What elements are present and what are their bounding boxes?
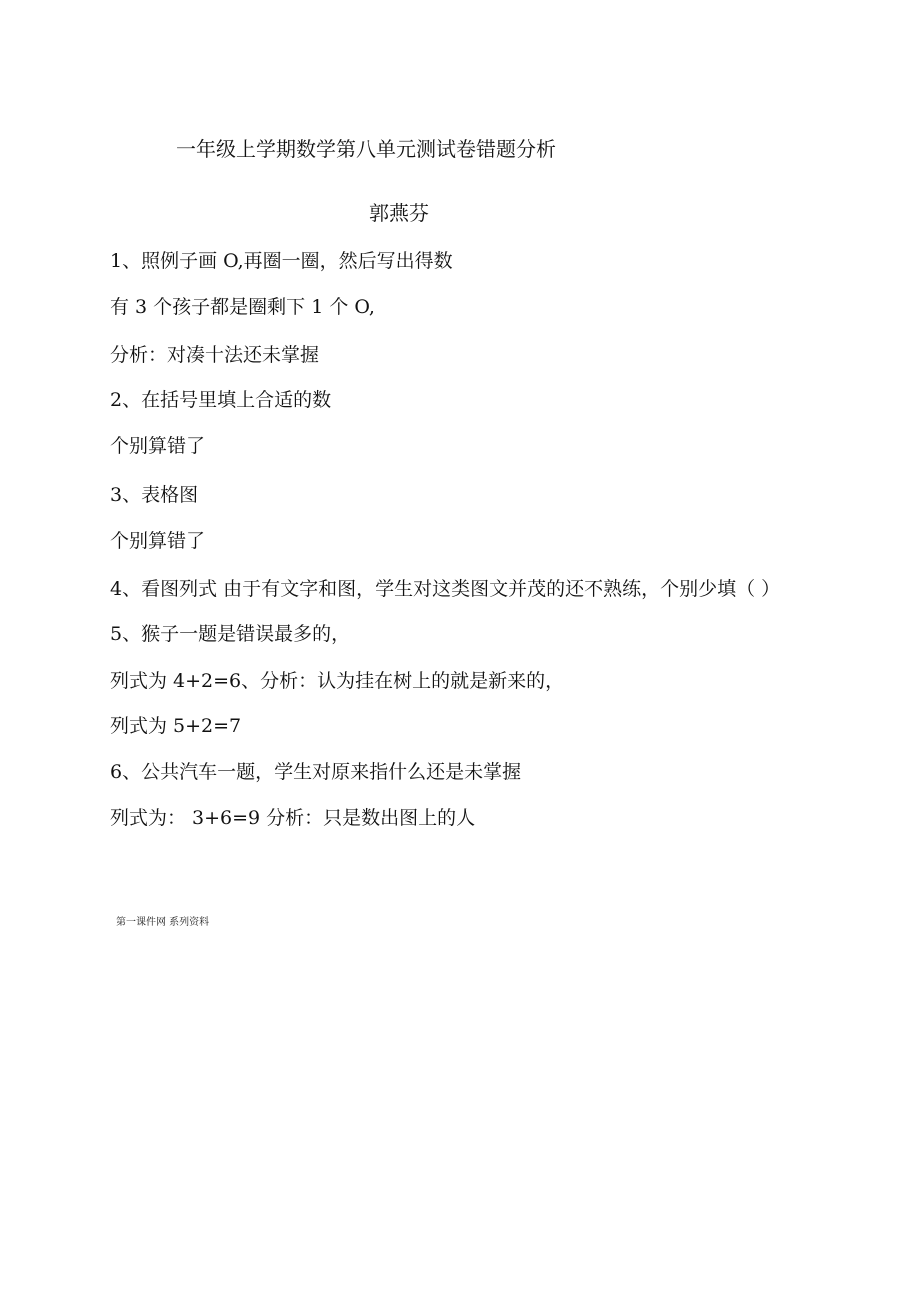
question-2-note: 个别算错了	[110, 435, 206, 457]
document-author: 郭燕芬	[369, 201, 429, 225]
page-footer: 第一课件网 系列资料	[116, 917, 210, 928]
question-1-analysis: 分析：对凑十法还未掌握	[110, 344, 320, 366]
document-title: 一年级上学期数学第八单元测试卷错题分析	[176, 137, 556, 161]
question-6-equation: 列式为： 3+6=9 分析：只是数出图上的人	[110, 807, 476, 829]
question-3-note: 个别算错了	[110, 530, 206, 552]
question-4-heading: 4、看图列式 由于有文字和图，学生对这类图文并茂的还不熟练，个别少填（ ）	[110, 578, 781, 600]
question-1-note: 有 3 个孩子都是圈剩下 1 个 O,	[110, 296, 375, 318]
question-3-heading: 3、表格图	[110, 484, 199, 506]
question-6-heading: 6、公共汽车一题，学生对原来指什么还是未掌握	[110, 761, 522, 783]
question-2-heading: 2、在括号里填上合适的数	[110, 389, 332, 411]
question-1-heading: 1、照例子画 O,再圈一圈，然后写出得数	[110, 250, 453, 272]
question-5-heading: 5、猴子一题是错误最多的，	[110, 623, 351, 645]
question-5-equation-2: 列式为 5+2=7	[110, 715, 242, 737]
question-5-equation-1: 列式为 4+2=6、分析：认为挂在树上的就是新来的，	[110, 670, 565, 692]
